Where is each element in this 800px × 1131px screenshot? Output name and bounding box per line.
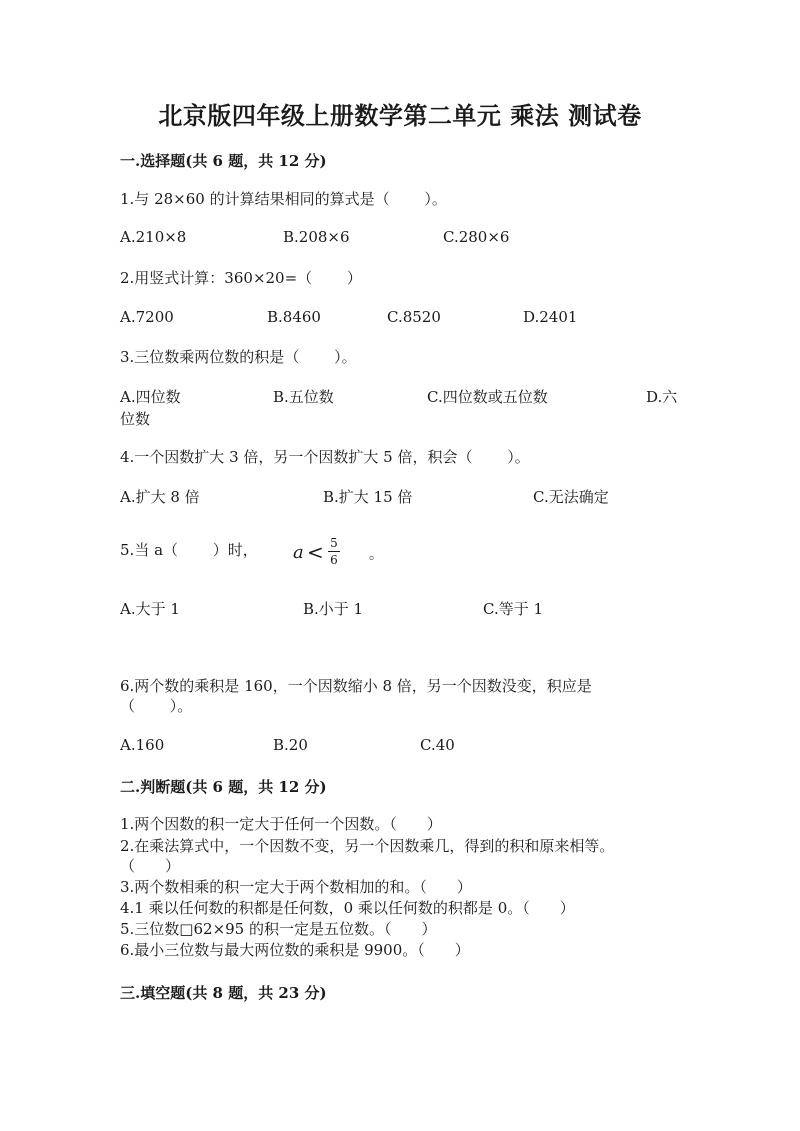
formula-less-than: < — [307, 540, 324, 564]
option-5a: A.大于 1 — [120, 600, 180, 618]
judge-item-6: 6.最小三位数与最大两位数的乘积是 9900。（ ） — [120, 941, 470, 959]
formula-variable: a — [293, 542, 304, 563]
section-heading-choice: 一.选择题(共 6 题，共 12 分) — [120, 152, 327, 170]
fraction-numerator: 5 — [330, 536, 338, 550]
formula-fraction — [328, 536, 340, 567]
option-1b: B.208×6 — [283, 228, 350, 246]
question-4: 4.一个因数扩大 3 倍，另一个因数扩大 5 倍，积会（ ）。 — [120, 448, 530, 466]
option-6a: A.160 — [120, 736, 165, 754]
option-3a: A.四位数 — [120, 388, 181, 406]
option-4b: B.扩大 15 倍 — [323, 488, 413, 506]
question-6-wrap: （ ）。 — [120, 697, 193, 715]
option-6b: B.20 — [273, 736, 308, 754]
option-1a: A.210×8 — [120, 228, 187, 246]
section-heading-judge: 二.判断题(共 6 题，共 12 分) — [120, 778, 327, 796]
judge-item-2: 2.在乘法算式中，一个因数不变，另一个因数乘几，得到的积和原来相等。 — [120, 837, 615, 855]
option-5c: C.等于 1 — [483, 600, 544, 618]
option-6c: C.40 — [420, 736, 455, 754]
section-heading-fill: 三.填空题(共 8 题，共 23 分) — [120, 984, 327, 1002]
option-4c: C.无法确定 — [533, 488, 609, 506]
option-2a: A.7200 — [120, 308, 174, 326]
fraction-denominator: 6 — [330, 553, 338, 567]
question-6: 6.两个数的乘积是 160，一个因数缩小 8 倍，另一个因数没变，积应是 — [120, 677, 592, 695]
option-2d: D.2401 — [523, 308, 578, 326]
judge-item-3: 3.两个数相乘的积一定大于两个数相加的和。（ ） — [120, 878, 472, 896]
option-2b: B.8460 — [267, 308, 321, 326]
judge-item-2-wrap: （ ） — [120, 857, 181, 875]
option-3c: C.四位数或五位数 — [427, 388, 548, 406]
option-5b: B.小于 1 — [303, 600, 364, 618]
judge-item-5: 5.三位数□62×95 的积一定是五位数。（ ） — [120, 920, 437, 938]
judge-item-1: 1.两个因数的积一定大于任何一个因数。（ ） — [120, 815, 442, 833]
option-2c: C.8520 — [387, 308, 441, 326]
option-3d: D.六 — [646, 388, 678, 406]
fraction-bar — [328, 551, 340, 552]
question-5: 5.当 a（ ）时， — [120, 541, 258, 559]
option-3b: B.五位数 — [273, 388, 334, 406]
option-3d-wrap: 位数 — [120, 410, 151, 428]
judge-item-4: 4.1 乘以任何数的积都是任何数，0 乘以任何数的积都是 0。（ ） — [120, 899, 575, 917]
question-1: 1.与 28×60 的计算结果相同的算式是（ ）。 — [120, 190, 447, 208]
question-2: 2.用竖式计算：360×20=（ ） — [120, 269, 362, 287]
option-4a: A.扩大 8 倍 — [120, 488, 200, 506]
option-1c: C.280×6 — [443, 228, 510, 246]
formula-period: 。 — [369, 547, 383, 563]
page-title: 北京版四年级上册数学第二单元 乘法 测试卷 — [158, 101, 642, 130]
question-3: 3.三位数乘两位数的积是（ ）。 — [120, 348, 357, 366]
